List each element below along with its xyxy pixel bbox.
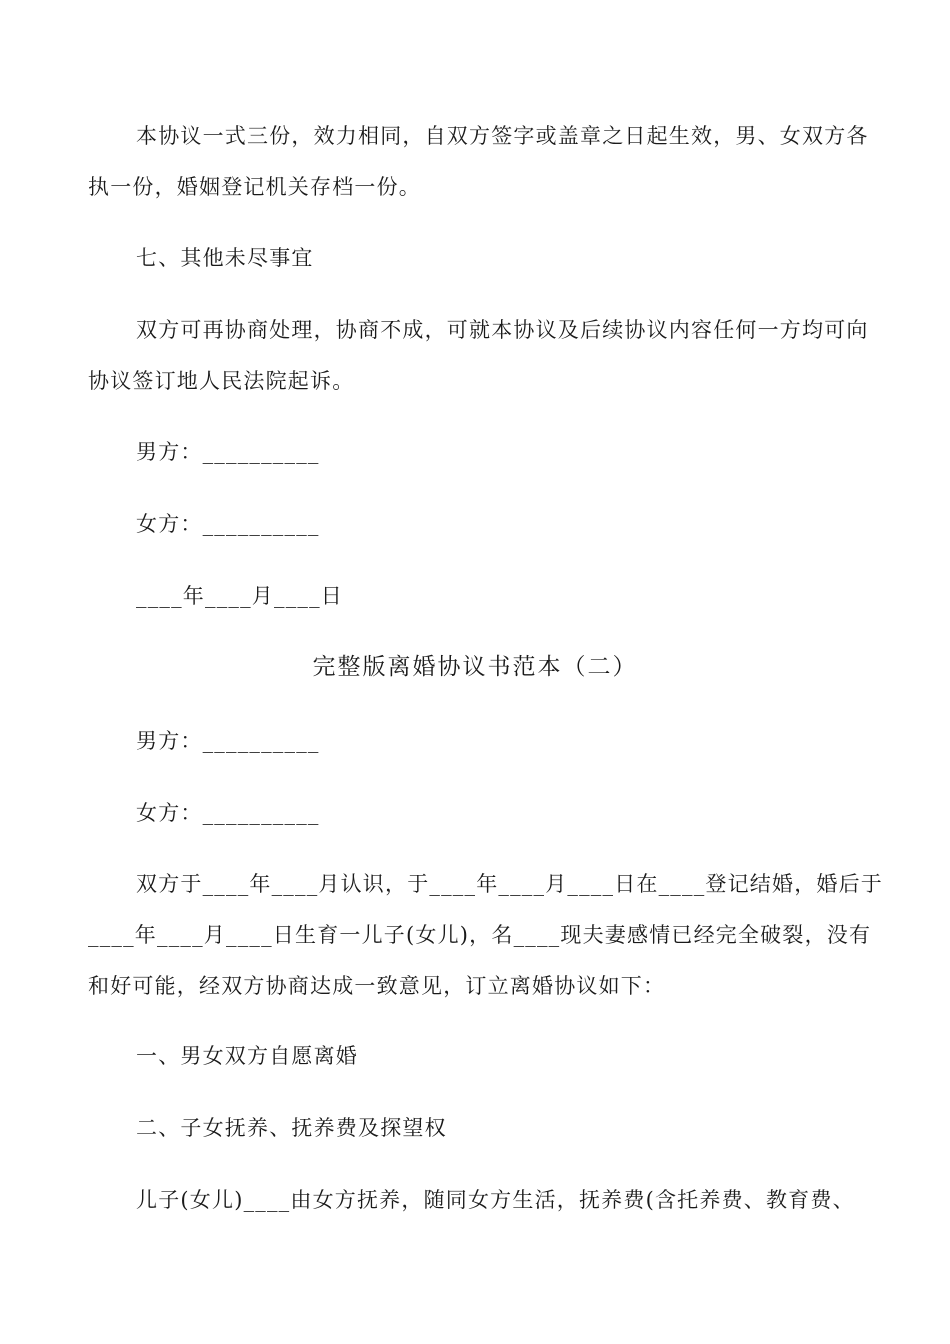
female-signature-line: 女方：__________: [136, 512, 320, 536]
male-party-line: 男方：__________: [136, 729, 320, 753]
document-title: 完整版离婚协议书范本（二）: [312, 654, 638, 680]
paragraph-dispute-line-1: 双方可再协商处理，协商不成，可就本协议及后续协议内容任何一方均可向: [136, 318, 869, 342]
paragraph-effect-line-1: 本协议一式三份，效力相同，自双方签字或盖章之日起生效，男、女双方各: [136, 124, 869, 148]
heading-item-1: 一、男女双方自愿离婚: [136, 1044, 358, 1068]
paragraph-marriage-line-2: ____年____月____日生育一儿子(女儿)，名____现夫妻感情已经完全破裂，没有: [88, 923, 872, 947]
paragraph-marriage-line-3: 和好可能，经双方协商达成一致意见，订立离婚协议如下：: [88, 974, 666, 998]
female-party-line: 女方：__________: [136, 801, 320, 825]
heading-section-7: 七、其他未尽事宜: [136, 246, 314, 270]
heading-item-2: 二、子女抚养、抚养费及探望权: [136, 1116, 447, 1140]
paragraph-effect-line-2: 执一份，婚姻登记机关存档一份。: [88, 175, 421, 199]
date-line: ____年____月____日: [136, 584, 343, 608]
male-signature-line: 男方：__________: [136, 440, 320, 464]
paragraph-custody-line-1: 儿子(女儿)____由女方抚养，随同女方生活，抚养费(含托养费、教育费、: [136, 1188, 855, 1212]
paragraph-dispute-line-2: 协议签订地人民法院起诉。: [88, 369, 355, 393]
paragraph-marriage-line-1: 双方于____年____月认识，于____年____月____日在____登记结婚，婚后于: [136, 872, 883, 896]
